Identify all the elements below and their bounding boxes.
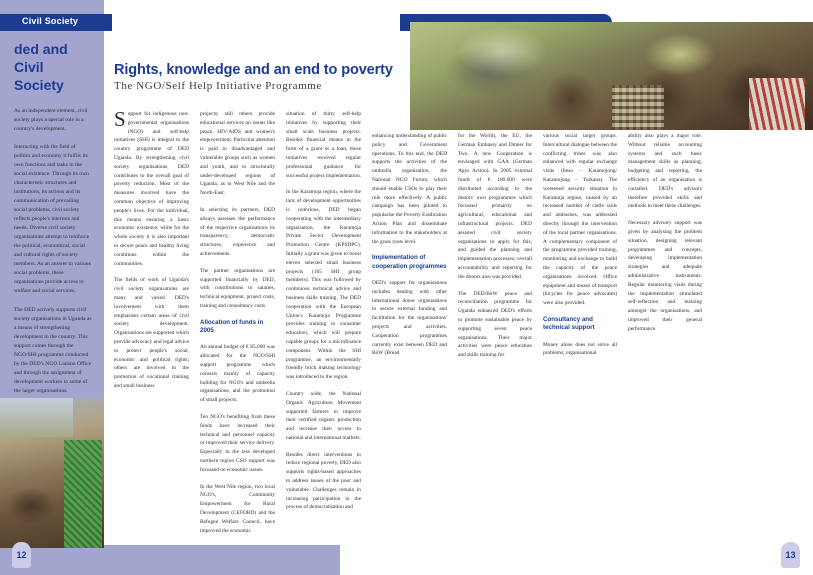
sidebar	[14, 40, 92, 405]
left-page-footer-band	[0, 545, 340, 575]
paragraph: projects; still others provide educational services on issues like peace, HIV/AIDS and women's empowerment. Particular attention is paid to disadvantaged and vulnerable groups such as women and youth, and to structurally under-developed regions of Uganda, as in West Nile and the North-East.	[200, 111, 275, 197]
paragraph: In selecting its partners, DED always assesses the performance of the respective organisations its transparency, democratic structures, experience and achievements.	[200, 206, 275, 257]
photo-highlight	[458, 27, 547, 76]
article-column	[200, 110, 275, 540]
article-columns	[114, 107, 762, 540]
page-number-right: 13	[781, 542, 800, 568]
paragraph: In the Karamoja region, where the lack of development opportunities is notorious, DED began cooperating with the intermediary organisation, the Karamoja Private Sector Development Promotion Centre (KPSDPC). Initially a grant was given to boost eleven selected small business projects (165 SHI group members). This was followed by continuous technical advice and business skills training. The DED cooperation with the European Union's Karamoja Programme provides training in consumer education, which will prepare capable groups for a microfinance component. Within the SHI programme, an environmentally friendly brick making technology was introduced to the region.	[286, 189, 361, 381]
article-column	[372, 110, 447, 540]
paragraph: situation of thirty self-help initiatives by supporting their small scale business projects. Besides financial means in the form of a grant or a loan, these initiatives received regular professional guidance for successful project implementation.	[286, 111, 361, 179]
photo-village-gathering	[0, 398, 104, 548]
article-headline: Rights, knowledge and an end to poverty	[114, 62, 393, 78]
sidebar-title: ded and Civil Society	[14, 41, 68, 94]
paragraph: various social target groups. Intercultural dialogue between the conflicting tribes was also enhanced with regular exchange visits (Iteso – Karamojong/ Karamojong – Turkana). The worsened security situation in Karamoja region, caused by an increased number of cattle raids and ambushes, was addressed directly through the intervention of the local partner organisations. A complementary component of the programme provided training, monitoring and exchange to build the capacity of the peace organisations involved. Office equipment and means of transport (bicycles for peace advocates) were also provided.	[543, 133, 617, 307]
paragraph: The fields of work of Uganda's civil society organisations are many and varied. DED's involvement with them emphasises certain areas of civil society development. Organisations are supported which provide advocacy and legal advice to protect people's social, economic and political rights; others are involved in the promotion of vocational training and small business	[114, 277, 189, 389]
paragraph: Besides direct interventions to reduce regional poverty, DED also supports rights-based approaches to address issues of the poor and vulnerable. Challenges remain in increasing participation in the process of democratisation and	[286, 451, 361, 511]
paragraph: ability also plays a major role. Without reliable accounting systems and such basic management skills as planning, budgeting and reporting, the efficiency of an organisation is curtailed. DED's advisors therefore provided skills and methods to meet these challenges.	[628, 133, 702, 210]
paragraph: Ten NGO's benefiting from these funds have increased their technical and personnel capacity or improved their service delivery. Especially in the less developed northern region CSO support was focussed on economic issues.	[200, 414, 275, 473]
paragraph: Necessary advisory support was given by analysing the problem situation, designing relevant programmes and concepts, developing implementation strategies and adequate administrative instruments. Regular monitoring visits during the implementation stimulated self-reflection and learning amongst the organisations, and improved their general performance.	[628, 220, 702, 332]
article-column	[628, 110, 702, 540]
paragraph: for the World), the EU, the German Embassy and Dinner for Two. A new Cooperation is envisaged with GAA (German Agro Action). In 2005 external funds of € 180,000 were distributed according to the donors' own programmes which focussed primarily on agricultural, educational and infrastructural projects. DED assisted civil society organisations to apply for this, and guided the planning and implementation processes; overall accountability and reporting for the donors also was provided.	[458, 133, 532, 280]
paragraph: The DED/BöW peace and reconciliation programme for Uganda enhanced DED's efforts to promote sustainable peace by supporting seven peace organisations. Their major activities were peace education and skills training for	[458, 290, 532, 359]
photo-highlight	[644, 33, 717, 76]
photo-detail-green-cloth	[64, 440, 101, 548]
section-heading-implementation: Implementation of cooperation programmes	[372, 254, 447, 270]
paragraph: enhancing understanding of public policy and Government operations. To this end, the DED supports the activities of the umbrella organisation, the National NGO Forum, which should enable CSOs to play their role more effectively. A public campaign has been piloted to popularise the Poverty Eradication Action Plan and disseminate information to the stakeholders at the grass roots level.	[372, 133, 447, 245]
sidebar-lead: As an independent element, civil society plays a special role in a country's development.	[14, 107, 88, 132]
article-column	[458, 110, 532, 540]
paragraph: Money alone does not solve all problems; organisational	[543, 341, 617, 357]
section-tab-label: Civil Society	[22, 16, 79, 26]
paragraph: In the West Nile region, two local NGO's, Community Empowerment for Rural Development (CEFORD) and the Refugee Welfare Council, have improved the economic	[200, 483, 275, 534]
article-subhead: The NGO/Self Help Initiative Programme	[114, 80, 322, 92]
sidebar-paragraph: The DED actively supports civil society organisations in Uganda as a means of strengthening development in the country. This support comes through the NGO/SHI programme conducted by the DED's NGO Liaison Office and through the assignment of development workers to some of the larger organisations.	[14, 306, 92, 394]
paragraph: The partner organisations are supported financially by DED, with contributions to salaries, technical equipment, project costs, training and consultancy costs.	[200, 267, 275, 309]
page-number-left: 12	[12, 542, 31, 568]
article-column	[543, 110, 617, 540]
article-column	[286, 110, 361, 540]
paragraph: DED's support for organisations includes dealing with other international donor organisations to secure external funding and facilitation for the organisations' projects and activities. Cooperation programmes currently exist between DED and BöW (Bread	[372, 280, 447, 357]
article-column	[114, 107, 189, 540]
paragraph: Country wide, the National Organic Agriculture Movement supported farmers to improve their certified organic production and increase their access to national and international markets.	[286, 390, 361, 441]
sidebar-paragraph: Interacting with the field of politics and economy it fulfils its own functions and tasks in the social existence. Through its own characteristic structures and institutions, its actions and its communication of prevailing social problems, civil society reflects people's interests and needs. Diverse civil society organisations attempt to reinforce the political, economical, social and cultural rights of society members. As an answer to various social problems, these organisations provide access to welfare and social services.	[14, 143, 91, 295]
section-heading-allocation-of-funds: Allocation of funds in 2005	[200, 318, 264, 335]
paragraph: An annual budget of € 85,000 was allocated for the NGO/SHI support programme which consists mainly of capacity building for NGO's and umbrella organisations, and the promotion of small projects.	[200, 344, 275, 404]
paragraph: Support for indigenous non-governmental organisations (NGO) and self-help initiatives (SHI) is integral to the country programme of DED Uganda. By strengthening civil society organisations, DED contributes to the overall goal of poverty reduction. Most of the measures involved have the common objective of improving people's lives. For the individual, this means ensuring a basic economic existence, while for the whole society it is also important to secure peace and healthy living conditions within the communities.	[114, 107, 189, 267]
section-heading-consultancy: Consultancy and technical support	[543, 315, 595, 332]
